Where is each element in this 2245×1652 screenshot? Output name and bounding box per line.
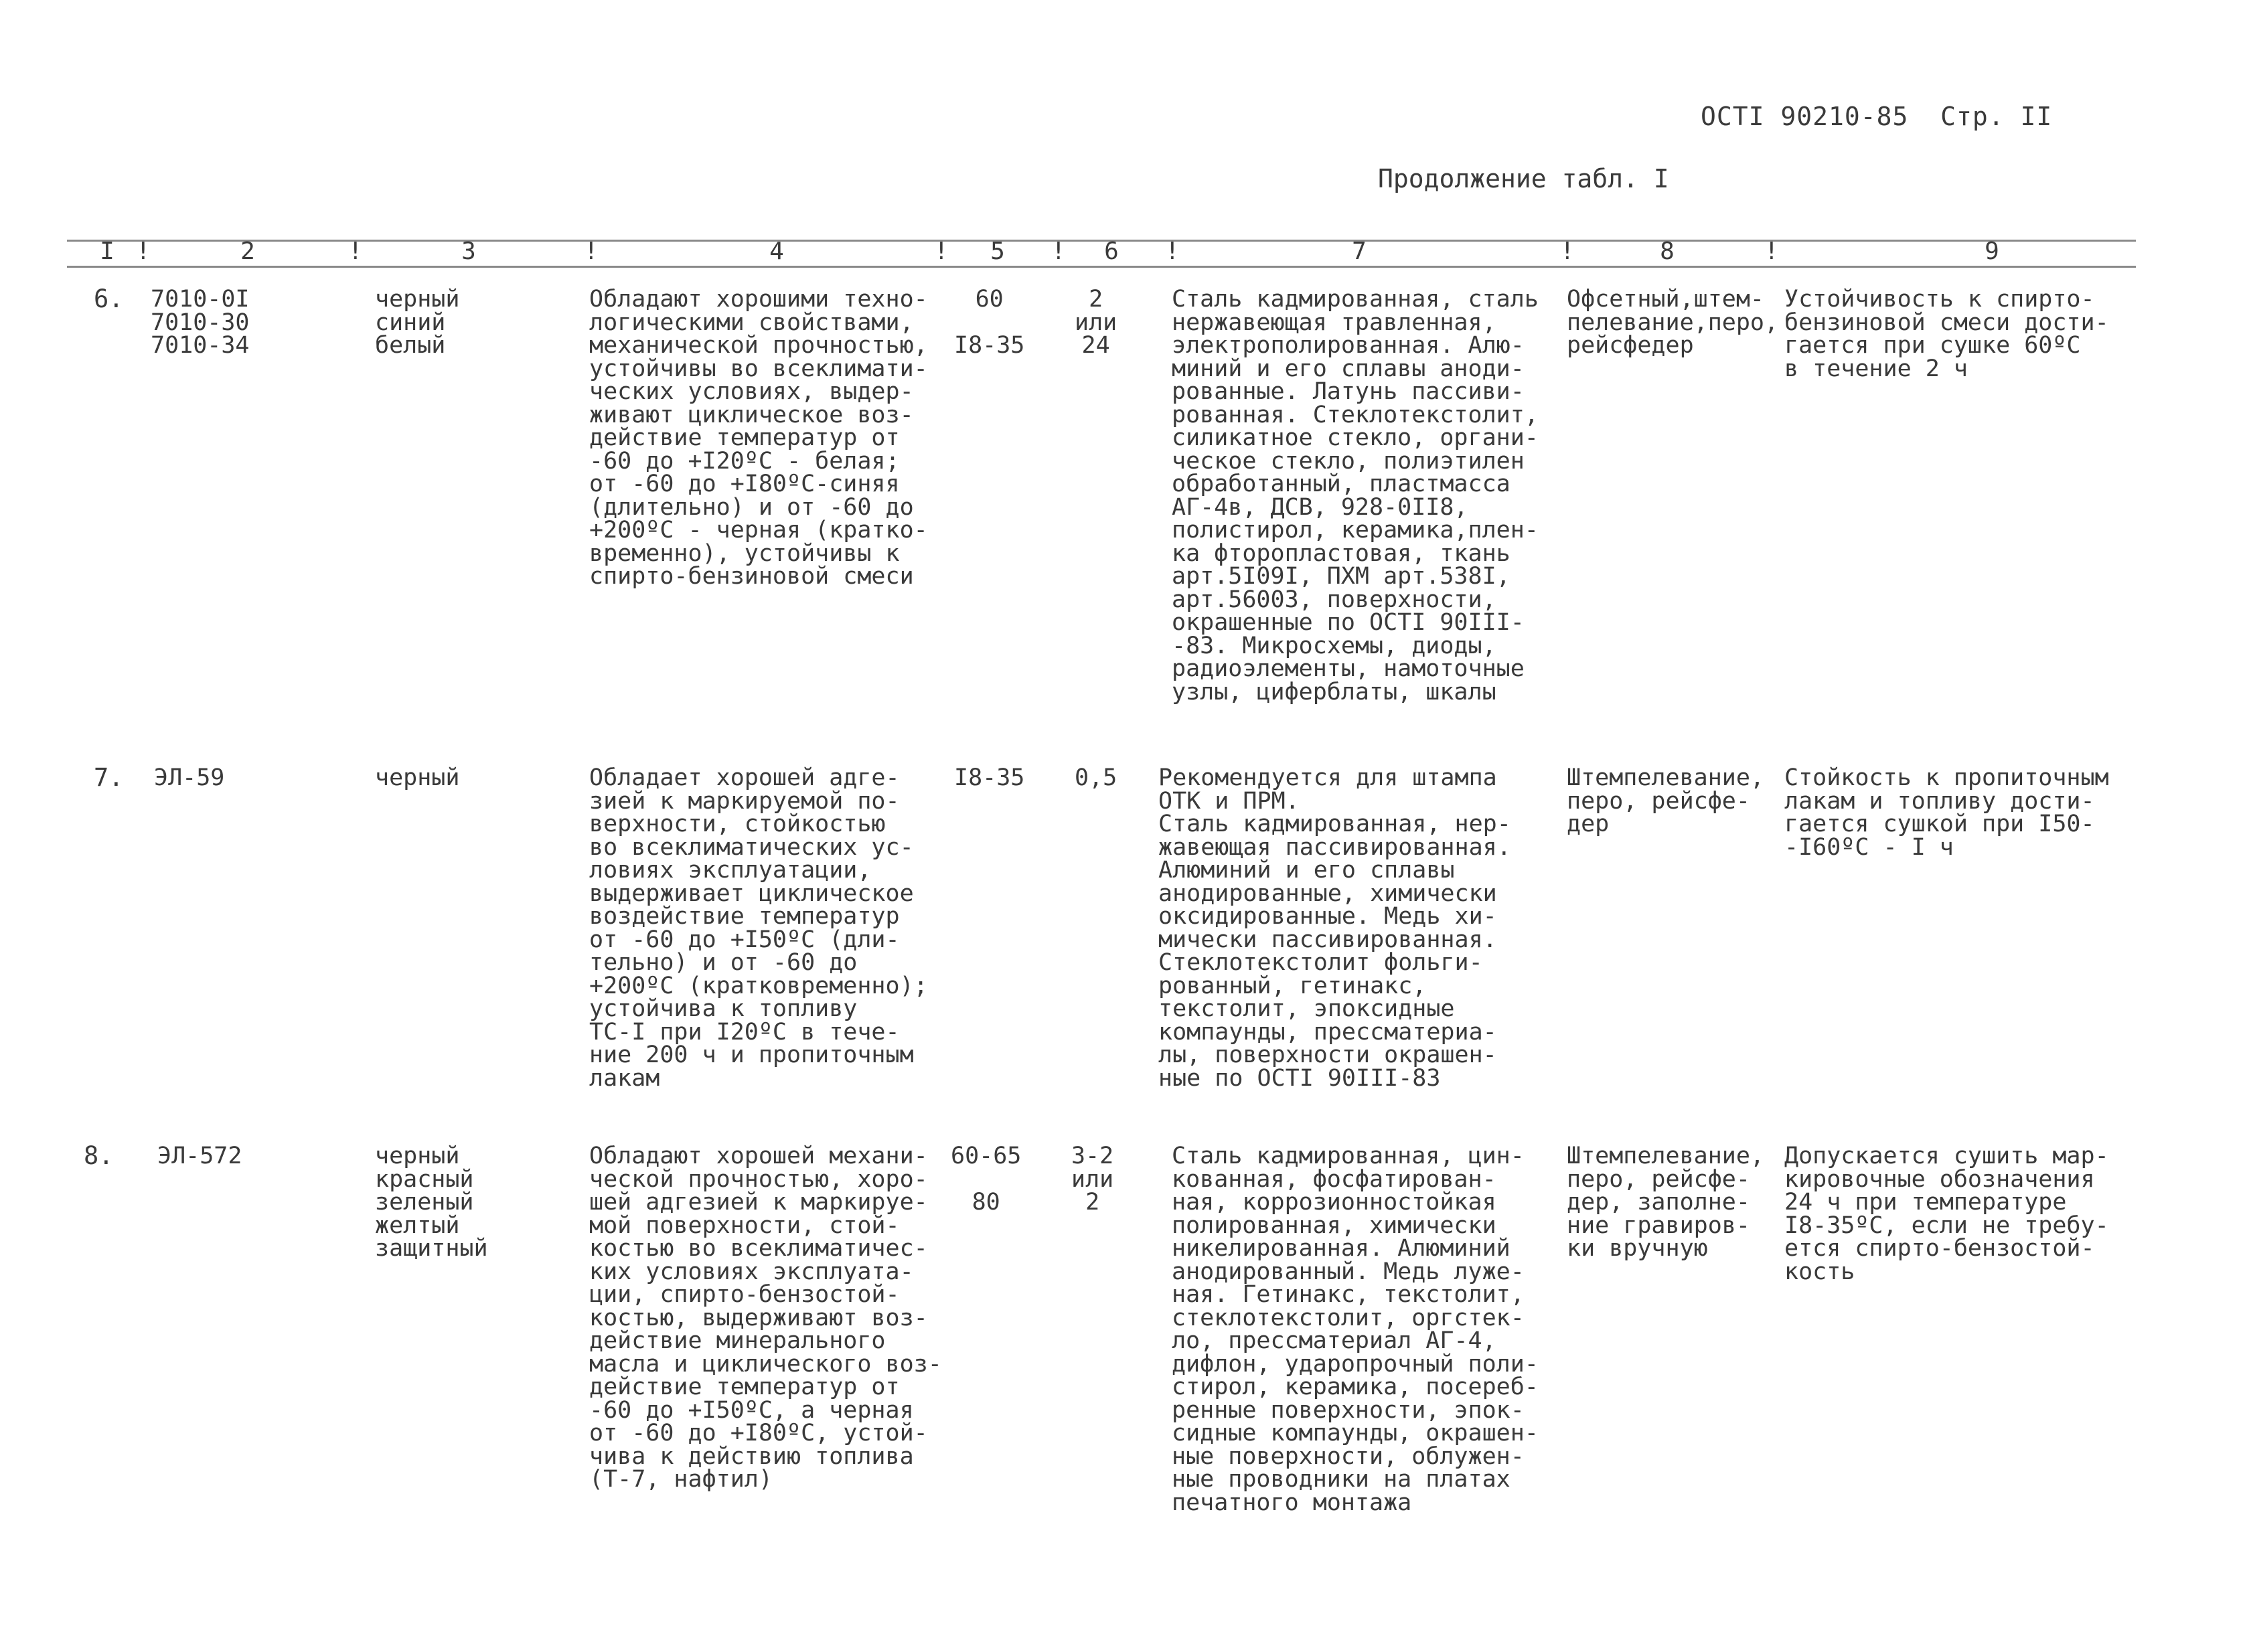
column-divider-mark: ! <box>1051 238 1066 265</box>
column-header-6: 6 <box>1104 238 1119 265</box>
notes: Допускается сушить мар- кировочные обозначения 24 ч при температуре I8-35ºС, если не требу- ется спирто-бензостой- кость <box>1784 1143 2109 1285</box>
enamel-properties: Обладают хорошими техно- логическими свойствами, механической прочностью, устойчивы во всеклимати- ческих условиях, выдер- живают циклическое воз- действие температур от -60 до +I20ºС - белая; от -60 до +I80ºС-синяя (длительно) и от -60 до +200ºС - черная (кратко- временно), устойчивы к спирто-бензиновой смеси <box>589 286 928 590</box>
column-header-1: I <box>100 238 114 265</box>
enamel-color: черный красный зеленый желтый защитный <box>375 1143 488 1262</box>
row-number: 8. <box>84 1141 114 1170</box>
column-header-3: 3 <box>461 238 476 265</box>
application-method: Офсетный,штем- пелевание,перо, рейсфедер <box>1567 286 1779 359</box>
enamel-mark: 7010-0I 7010-30 7010-34 <box>151 286 250 359</box>
column-divider-mark: ! <box>1764 238 1779 265</box>
column-header-9: 9 <box>1985 238 1999 265</box>
enamel-properties: Обладает хорошей адге- зией к маркируемой по- верхности, стойкостью во всеклиматических ус- ловиях эксплуатации, выдерживает циклическое воздействие температур от -60 до +I50ºС (дли- тельно) и от -60 до +200ºС (кратковременно); устойчива к топливу ТС-I при I20ºС в тече- ние 200 ч и пропиточным лакам <box>589 764 928 1092</box>
marked-materials: Рекомендуется для штампа ОТК и ПРМ. Сталь кадмированная, нер- жавеющая пассивированная. Алюминий и его сплавы анодированные, химически оксидированные. Медь хи- мически пассивированная. Стеклотекстолит фольги- рованный, гетинакс, текстолит, эпоксидные компаунды, прессматериа- лы, поверхности окрашен- ные по ОСТI 90III-83 <box>1158 764 1511 1092</box>
application-method: Штемпелевание, перо, рейсфе- дер, заполне- ние гравиров- ки вручную <box>1567 1143 1765 1262</box>
marked-materials: Сталь кадмированная, цин- кованная, фосфатирован- ная, коррозионностойкая полированная, химически никелированная. Алюминий анодированный. Медь луже- ная. Гетинакс, текстолит, стеклотекстолит, оргстек- ло, прессматериал АГ-4, дифлон, ударопрочный поли- стирол, керамика, посереб- ренные поверхности, эпок- сидные компаунды, окрашен- ные поверхности, облужен- ные проводники на платах печатного монтажа <box>1172 1143 1539 1516</box>
enamel-color: черный синий белый <box>375 286 460 359</box>
enamel-mark: ЭЛ-59 <box>154 764 225 791</box>
column-header-4: 4 <box>769 238 784 265</box>
notes: Стойкость к пропиточным лакам и топливу дости- гается сушкой при I50- -I60ºС - I ч <box>1784 764 2109 861</box>
marked-materials: Сталь кадмированная, сталь нержавеющая травленная, электрополированная. Алю- миний и его сплавы аноди- рованные. Латунь пассиви- рованная. Стеклотекстолит, силикатное стекло, органи- ческое стекло, полиэтилен обработанный, пластмасса АГ-4в, ДСВ, 928-0II8, полистирол, керамика,плен- ка фторопластовая, ткань арт.5I09I, ПХМ арт.538I, арт.56003, поверхности, окрашенные по ОСТI 90III- -83. Микросхемы, диоды, радиоэлементы, намоточные узлы, циферблаты, шкалы <box>1172 286 1539 706</box>
table-continuation-title: Продолжение табл. I <box>1378 164 1669 193</box>
column-divider-mark: ! <box>1165 238 1180 265</box>
column-divider-mark: ! <box>348 238 363 265</box>
document-reference: ОСТI 90210-85 Стр. II <box>1701 102 2053 131</box>
row-number: 7. <box>94 763 124 792</box>
column-divider-mark: ! <box>1560 238 1575 265</box>
column-divider-mark: ! <box>136 238 151 265</box>
drying-time: 2 или 24 <box>1075 286 1117 359</box>
drying-temperature: 60 I8-35 <box>954 286 1025 359</box>
column-header-2: 2 <box>240 238 255 265</box>
column-header-8: 8 <box>1660 238 1675 265</box>
enamel-color: черный <box>375 764 460 791</box>
drying-temperature: I8-35 <box>954 764 1025 791</box>
application-method: Штемпелевание, перо, рейсфе- дер <box>1567 764 1765 837</box>
notes: Устойчивость к спирто- бензиновой смеси дости- гается при сушке 60ºС в течение 2 ч <box>1784 286 2109 382</box>
drying-time: 0,5 <box>1075 764 1117 791</box>
enamel-mark: ЭЛ-572 <box>157 1143 242 1169</box>
column-header-7: 7 <box>1352 238 1367 265</box>
drying-temperature: 60-65 80 <box>951 1143 1022 1216</box>
column-divider-mark: ! <box>584 238 599 265</box>
table-header-bottom-rule <box>67 266 2136 268</box>
enamel-properties: Обладают хорошей механи- ческой прочностью, хоро- шей адгезией к маркируе- мой поверхности, стой- костью во всеклиматичес- ких условиях эксплуата- ции, спирто-бензостой- костью, выдерживают воз- действие минерального масла и циклического воз- действие температур от -60 до +I50ºС, а черная от -60 до +I80ºС, устой- чива к действию топлива (Т-7, нафтил) <box>589 1143 942 1493</box>
column-header-5: 5 <box>990 238 1005 265</box>
drying-time: 3-2 или 2 <box>1071 1143 1114 1216</box>
row-number: 6. <box>94 284 124 313</box>
column-divider-mark: ! <box>934 238 949 265</box>
